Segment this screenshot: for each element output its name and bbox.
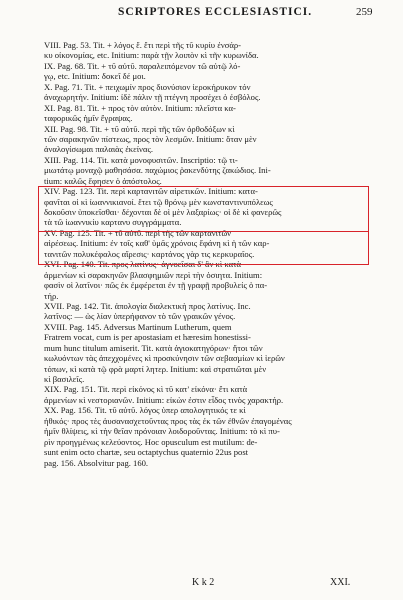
text-line: XV. Pag. 125. Tit. + τῦ αὐτῦ. περὶ τῆς τῶν καρτανιτῶν	[44, 227, 231, 238]
text-line: ρὶν προηγμένως κελεύοντος. Hoc opusculum est mutilum: de-	[44, 436, 258, 447]
text-line: XX. Pag. 156. Tit. τῦ αὐτῦ. λόγος ὑπερ απολογητικός τε κὶ	[44, 405, 246, 416]
text-line: τῶν σαρακηνῶν πίστεως, προς τὸν λεσμῶν. Initium: ὅταν μὲν	[44, 133, 257, 144]
text-line: τανιτῶν πολυκέφαλος αἵρεσις· καρτάνος γὰρ τις κερκυραῖος.	[44, 248, 255, 259]
text-line: αἱρέσεως. Initium: ἐν τοῖς καθ' ὑμᾶς χρόνοις ἔφάνη κὶ ἡ τῶν καρ-	[44, 238, 270, 249]
text-line: XVII. Pag. 142. Tit. ἀπολογία διαλεκτικὴ προς λατίνυς. Inc.	[44, 300, 251, 311]
text-line: ἡμῖν θλίψεις, κὶ τὴν θεῖαν πρόνοιαν λοιδοροῦντας. Initium: τὸ κὶ πυ-	[44, 426, 280, 437]
text-line: XIV. Pag. 123. Tit. περὶ καρτανιτῶν αἱρετικῶν. Initium: κατα-	[44, 186, 258, 197]
text-line: XVI. Pag. 140. Tit. προς λατίνυς· ἀγνοεῖσαι δ' ἂν κὶ κατὰ	[44, 259, 242, 270]
text-line: sunt enim octo chartæ, seu octaptychus quaternio 22us post	[44, 447, 249, 458]
text-line: κὶ βασιλεῖς.	[44, 374, 85, 384]
text-line: Fratrem vocat, cum is per apostasiam et hæresim honestissi-	[44, 332, 251, 343]
text-line: ἀναλογίσωμαι παλαιὰς ἐκείνας.	[44, 144, 153, 155]
text-line: τήρ.	[44, 290, 59, 301]
text-line: ἀναχωρητήν. Initium: ἰδὲ πάλιν τῇ πτέγνη προσέχει ὁ ἐσβόλος.	[44, 92, 261, 103]
text-line: μιωτάτῳ μοναχῷ μαθησάσα. παχώμιος ῥακενδύτης ζακώδιος. Ini-	[44, 165, 271, 176]
running-header	[0, 6, 403, 20]
page-number: 259	[356, 6, 373, 18]
text-line: mum hunc titulum amiserit. Tit. κατὰ ἀγιοκατηγόρων· ἤτοι τῶν	[44, 342, 263, 353]
text-line: tium: καλῶς ἔφησεν ὁ ἀπόστολος.	[44, 175, 162, 186]
text-line: τόπων, κὶ κατὰ τῷ φρὰ μαρτί λητερ. Initium: καὶ στρατιῶται μὲν	[44, 363, 267, 374]
text-line: δοκοῦσιν ὑποκεῖσθαι· δέχονται δὲ οἱ μὲν λαξαρίως· οἱ δὲ κὶ φανερῶς	[44, 207, 282, 217]
text-line: φασὶν οἱ λατῖνοι· πῶς ἐκ ἐμφέρεται ἐν τῇ γραφῇ προβυλείς ὁ πα-	[44, 280, 268, 291]
text-line: XVIII. Pag. 145. Adversus Martinum Lutherum, quem	[44, 321, 232, 332]
text-line: XII. Pag. 98. Tit. + τῦ αὐτῦ. περὶ τῆς τῶν ὀρθοδόξων κὶ	[44, 123, 235, 134]
text-line: ἀρμενίων κὶ σαρακηνῶν βλασφημιῶν περὶ τὴν ὁσιητα. Initium:	[44, 269, 263, 280]
text-line: IX. Pag. 68. Tit. + τῦ αὐτῦ. παραλειπόμενον τῶ αὐτῷ λό-	[44, 60, 241, 71]
highlight-box-entry-xiv	[38, 186, 369, 232]
text-line: λατῖνος: — ὡς λίαν ὑπερήφανον τὸ τῶν γραικῶν γένος.	[44, 311, 236, 322]
text-line: ἠθικός· προς τὲς ἀυσανασχετοῦντας προς τὰς ἐκ τῶν ἐθνῶν ἐπαγομένας	[44, 415, 292, 426]
text-line: τὰ τῶ ἰωαννικίυ καρτανυ συγγράμματα.	[44, 217, 182, 228]
text-line: κυ οἰκονομίας, etc. Initium: παρὰ τῇν λοιπὸν κὶ τῆν κυρωνίδα.	[44, 50, 259, 61]
catchword: XXI.	[330, 577, 351, 588]
text-line: γῳ, etc. Initium: δοκεῖ δέ μοι.	[44, 71, 146, 82]
text-line: X. Pag. 71. Tit. + πειχωμίν προς διονύσιον ἰεροκήρυκον τόν	[44, 81, 251, 92]
text-line: XIX. Pag. 151. Tit. περὶ εἰκόνος κὶ τῦ κατ' εἰκόνα· ἔτι κατὰ	[44, 384, 248, 395]
text-line: φανῖται οἱ κὶ ἰωαννικιανοί. ἔτει τῷ θρόνῳ μὲν κωνσταντινυπόλεως	[44, 196, 273, 207]
text-line: XI. Pag. 81. Tit. + προς τὸν αὐτὸν. Initium: πλεῖστα κα-	[44, 102, 236, 113]
text-line: ταφορικῶς ἡμῖν ἔγραψας.	[44, 113, 133, 124]
text-line: κωλυόντων τὰς ἀπεχχομένες κὶ προσκύνησιν τῶν σεβασμίων κὶ ἱερῶν	[44, 353, 285, 364]
text-line: ἀρμενίων κὶ νεστοριανῶν. Initium: εἰκὼν ἐστιν εἶδος τινὸς χαρακτήρ.	[44, 394, 284, 405]
text-line: VIII. Pag. 53. Tit. + λόγος ἕ. ἔτι περὶ τῆς τῦ κυρίυ ἐνσάρ-	[44, 40, 241, 50]
running-title: SCRIPTORES ECCLESIASTICI.	[118, 6, 313, 18]
page-footer	[0, 577, 403, 589]
text-line: XIII. Pag. 114. Tit. κατὰ μονοφυσιτῶν. Inscriptio: τῷ τι-	[44, 154, 238, 165]
highlight-box-entry-xv	[38, 231, 369, 265]
signature-mark: K k 2	[192, 577, 215, 588]
text-line: pag. 156. Absolvitur pag. 160.	[44, 457, 149, 468]
